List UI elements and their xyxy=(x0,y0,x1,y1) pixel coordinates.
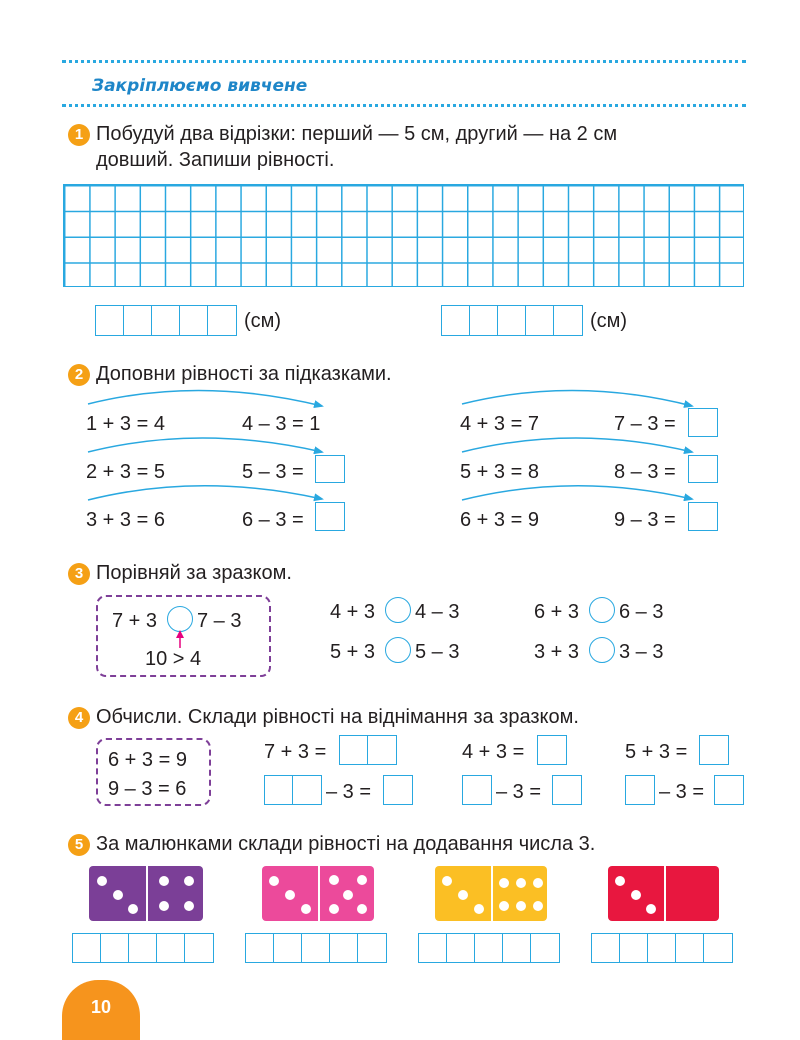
hint-arrow xyxy=(88,390,322,406)
sample-result: 10 > 4 xyxy=(145,648,202,670)
sample-left-expression: 7 + 3 xyxy=(112,610,158,632)
equation-difference: – 3 = xyxy=(659,781,705,803)
equation-sum: 5 + 3 = 8 xyxy=(460,461,539,483)
sample-line-2: 9 – 3 = 6 xyxy=(108,778,187,800)
unit-label: (см) xyxy=(590,310,628,332)
section-title: Закріплюємо вивчене xyxy=(92,76,308,96)
equation-sum: 2 + 3 = 5 xyxy=(86,461,165,483)
equation-difference: 7 – 3 = xyxy=(614,413,676,435)
task-1-text-line1: Побудуй два відрізки: перший — 5 см, другий — на 2 см xyxy=(96,123,618,145)
task-2-text: Доповни рівності за підказками. xyxy=(96,363,392,385)
equation-difference: – 3 = xyxy=(496,781,542,803)
equation-difference: – 3 = xyxy=(326,781,372,803)
task-5-number: 5 xyxy=(68,834,90,856)
compare-right-expression: 6 – 3 xyxy=(619,601,664,623)
equation-sum: 3 + 3 = 6 xyxy=(86,509,165,531)
compare-left-expression: 6 + 3 xyxy=(534,601,580,623)
task-1-number: 1 xyxy=(68,124,90,146)
equation-sum: 7 + 3 = xyxy=(264,741,327,763)
sample-right-expression: 7 – 3 xyxy=(197,610,242,632)
task-2-number: 2 xyxy=(68,364,90,386)
equation-difference: 6 – 3 = xyxy=(242,509,304,531)
page-number: 10 xyxy=(90,997,112,1017)
hint-arrow xyxy=(88,438,322,452)
equation-difference: 9 – 3 = xyxy=(614,509,676,531)
compare-left-expression: 3 + 3 xyxy=(534,641,580,663)
equation-sum: 5 + 3 = xyxy=(625,741,688,763)
task-4-text: Обчисли. Склади рівності на віднімання за зразком. xyxy=(96,706,579,728)
task-4-number: 4 xyxy=(68,707,90,729)
equation-difference: 5 – 3 = xyxy=(242,461,304,483)
compare-right-expression: 4 – 3 xyxy=(415,601,460,623)
task-3-text: Порівняй за зразком. xyxy=(96,562,292,584)
equation-difference: 4 – 3 = 1 xyxy=(242,413,321,435)
task-3-number: 3 xyxy=(68,563,90,585)
equation-sum: 6 + 3 = 9 xyxy=(460,509,539,531)
equation-sum: 4 + 3 = xyxy=(462,741,525,763)
compare-left-expression: 5 + 3 xyxy=(330,641,376,663)
compare-right-expression: 5 – 3 xyxy=(415,641,460,663)
hint-arrow xyxy=(462,438,692,452)
hint-arrow xyxy=(462,390,692,406)
compare-right-expression: 3 – 3 xyxy=(619,641,664,663)
equation-sum: 4 + 3 = 7 xyxy=(460,413,539,435)
hint-arrow xyxy=(462,486,692,500)
equation-difference: 8 – 3 = xyxy=(614,461,676,483)
hint-arrow xyxy=(88,486,322,500)
equation-sum: 1 + 3 = 4 xyxy=(86,413,165,435)
compare-left-expression: 4 + 3 xyxy=(330,601,376,623)
sample-line-1: 6 + 3 = 9 xyxy=(108,749,187,771)
task-5-text: За малюнками склади рівності на додавання числа 3. xyxy=(96,833,596,855)
unit-label: (см) xyxy=(244,310,282,332)
task-1-text-line2: довший. Запиши рівності. xyxy=(96,149,335,171)
